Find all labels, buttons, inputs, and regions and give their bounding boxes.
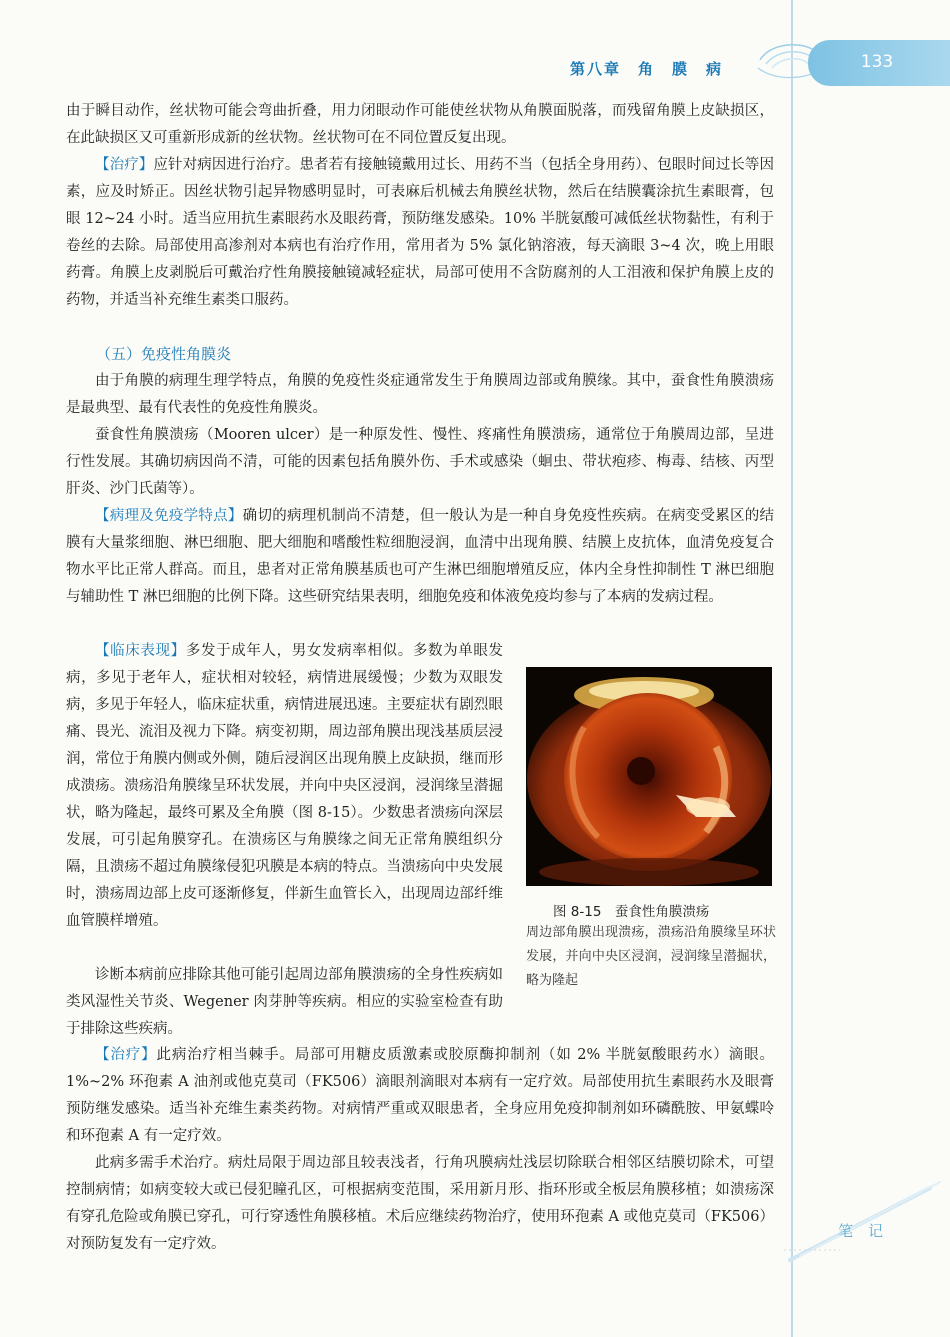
pathology-tag: 【病理及免疫学特点】 [95,508,243,524]
paragraph-filament-continued: 由于瞬目动作，丝状物可能会弯曲折叠，用力闭眼动作可能使丝状物从角膜面脱落，而残留角膜上皮缺损区，在此缺损区又可重新形成新的丝状物。丝状物可在不同位置反复出现。 [66,103,774,146]
treatment-tag-2: 【治疗】 [95,1047,157,1063]
paragraph-clinical-findings [66,638,503,935]
treatment-text: 应针对病因进行治疗。患者若有接触镜戴用过长、用药不当（包括全身用药）、包眼时间过长等因素，应及时矫正。因丝状物引起异物感明显时，可表麻后机械去角膜丝状物，然后在结膜囊涂抗生素眼膏，包眼 12~24 小时。适当应用抗生素眼药水及眼药膏，预防继发感染。10% 半胱氨酸可减低丝状物黏性，有利于卷丝的去除。局部使用高渗剂对本病也有治疗作用，常用者为 5% 氯化钠溶液，每天滴眼 3~4 次，晚上用眼药膏。角膜上皮剥脱后可戴治疗性角膜接触镜减轻症状，局部可使用不含防腐剂的人工泪液和保护角膜上皮的药物，并适当补充维生素类口服药。 [66,157,775,308]
treatment-tag: 【治疗】 [95,157,154,173]
paragraph-mooren-ulcer: 蚕食性角膜溃疡（Mooren ulcer）是一种原发性、慢性、疼痛性角膜溃疡，通常位于角膜周边部，呈进行性发展。其确切病因尚不清，可能的因素包括角膜外伤、手术或感染（蛔虫、带状疱疹、梅毒、结核、丙型肝炎、沙门氏菌等）。 [66,427,774,497]
figure-eye-photo [526,667,772,886]
paragraph-diagnosis: 诊断本病前应排除其他可能引起周边部角膜溃疡的全身性疾病如类风湿性关节炎、Wegener 肉芽肿等疾病。相应的实验室检查有助于排除这些疾病。 [66,967,503,1037]
section-heading-immune-keratitis: （五）免疫性角膜炎 [96,345,232,363]
chapter-title: 第八章 角 膜 病 [570,60,724,78]
clinical-text: 多发于成年人，男女发病率相似。多数为单眼发病，多见于老年人，症状相对较轻，病情进展缓慢；少数为双眼发病，多见于年轻人，临床症状重，病情进展迅速。主要症状有剧烈眼痛、畏光、流泪及视力下降。病变初期，周边部角膜出现浅基质层浸润，常位于角膜内侧或外侧，随后浸润区出现角膜上皮缺损，继而形成溃疡。溃疡沿角膜缘呈环状发展，并向中央区浸润，浸润缘呈潜掘状，略为隆起，最终可累及全角膜（图 8-15）。少数患者溃疡向深层发展，可引起角膜穿孔。在溃疡区与角膜缘之间无正常角膜组织分隔，且溃疡不超过角膜缘侵犯巩膜是本病的特点。当溃疡向中央发展时，溃疡周边部上皮可逐渐修复，伴新生血管长入，出现周边部纤维血管膜样增殖。 [66,643,504,929]
margin-rule [791,0,793,1337]
treatment-text-2: 此病治疗相当棘手。局部可用糖皮质激素或胶原酶抑制剂（如 2% 半胱氨酸眼药水）滴眼。1%~2% 环孢素 A 油剂或他克莫司（FK506）滴眼剂滴眼对本病有一定疗效。局部使用抗生素眼药水及眼膏预防继发感染。适当补充维生素类药物。对病情严重或双眼患者，全身应用免疫抑制剂如环磷酰胺、甲氨蝶呤和环孢素 A 有一定疗效。 [66,1047,775,1144]
pathology-text: 确切的病理机制尚不清楚，但一般认为是一种自身免疫性疾病。在病变受累区的结膜有大量浆细胞、淋巴细胞、肥大细胞和嗜酸性粒细胞浸润，血清中出现角膜、结膜上皮抗体，血清免疫复合物水平比正常人群高。而且，患者对正常角膜基质也可产生淋巴细胞增殖反应，体内全身性抑制性 T 淋巴细胞与辅助性 T 淋巴细胞的比例下降。这些研究结果表明，细胞免疫和体液免疫均参与了本病的发病过程。 [66,508,775,605]
figure-caption: 周边部角膜出现溃疡，溃疡沿角膜缘呈环状发展，并向中央区浸润，浸润缘呈潜掘状，略为隆起 [526,925,776,988]
paragraph-surgery: 此病多需手术治疗。病灶局限于周边部且较表浅者，行角巩膜病灶浅层切除联合相邻区结膜切除术，可望控制病情；如病变较大或已侵犯瞳孔区，可根据病变范围，采用新月形、指环形或全板层角膜移植；如溃疡深有穿孔危险或角膜已穿孔，可行穿透性角膜移植。术后应继续药物治疗，使用环孢素 A 或他克莫司（FK506）对预防复发有一定疗效。 [66,1155,774,1252]
mooren-ulcer-eye-image [526,667,772,886]
figure-label: 图 8-15 蚕食性角膜溃疡 [553,904,710,920]
paragraph-treatment-filamentary [66,152,774,314]
notes-label: 笔 记 [838,1222,884,1240]
clinical-tag: 【临床表现】 [95,643,186,659]
paragraph-treatment-mooren [66,1042,774,1150]
page-number: 133 [860,52,894,72]
paragraph-pathology [66,503,774,611]
paragraph-immune-intro: 由于角膜的病理生理学特点，角膜的免疫性炎症通常发生于角膜周边部或角膜缘。其中，蚕食性角膜溃疡是最典型、最有代表性的免疫性角膜炎。 [66,373,774,416]
